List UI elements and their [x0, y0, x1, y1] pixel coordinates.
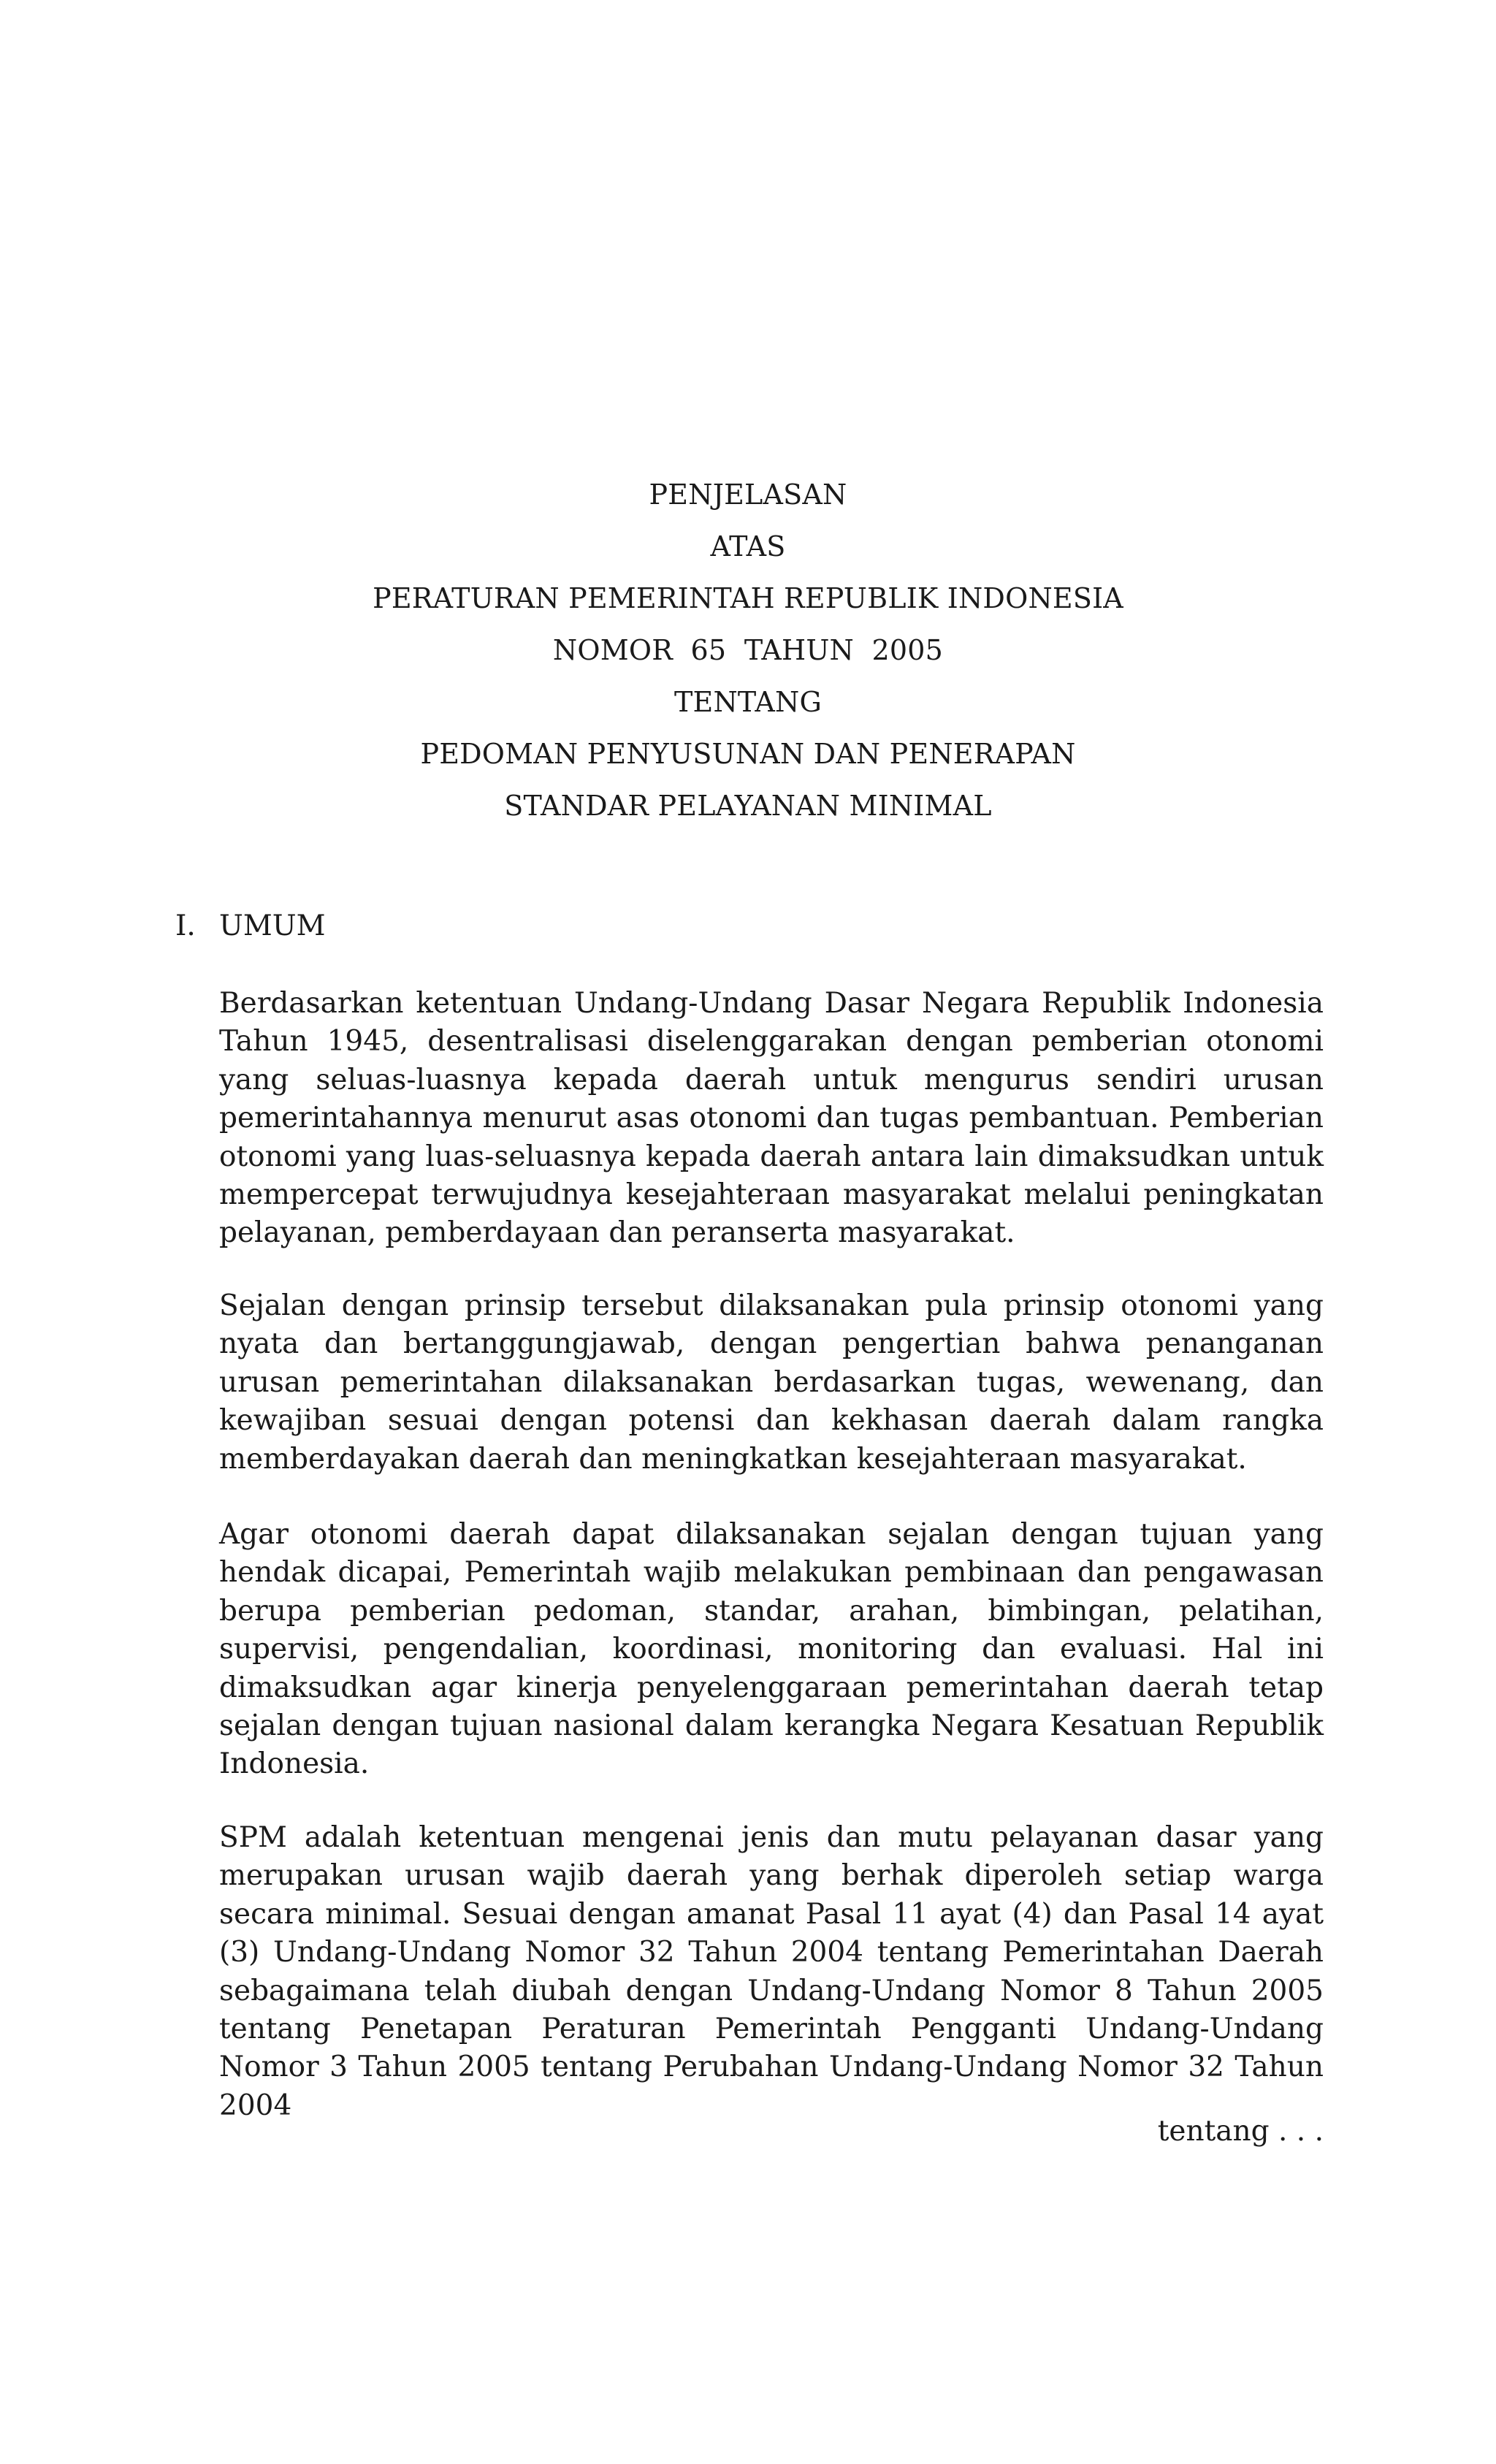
- title-line: PERATURAN PEMERINTAH REPUBLIK INDONESIA: [373, 582, 1123, 614]
- section-heading: [175, 908, 326, 945]
- title-line: STANDAR PELAYANAN MINIMAL: [504, 790, 992, 822]
- title-line: PEDOMAN PENYUSUNAN DAN PENERAPAN: [420, 738, 1076, 770]
- paragraph: Sejalan dengan prinsip tersebut dilaksanakan pula prinsip otonomi yang nyata dan bertanggungjawab, dengan pengertian bahwa penanganan urusan pemerintahan dilaksanakan berdasarkan tugas, wewenang, dan kewajiban sesuai dengan potensi dan kekhasan daerah dalam rangka memberdayakan daerah dan meningkatkan kesejahteraan masyarakat.: [219, 1289, 1324, 1476]
- paragraph: SPM adalah ketentuan mengenai jenis dan mutu pelayanan dasar yang merupakan urusan wajib daerah yang berhak diperoleh setiap warga secara minimal. Sesuai dengan amanat Pasal 11 ayat (4) dan Pasal 14 ayat (3) Undang-Undang Nomor 32 Tahun 2004 tentang Pemerintahan Daerah sebagaimana telah diubah dengan Undang-Undang Nomor 8 Tahun 2005 tentang Penetapan Peraturan Pemerintah Pengganti Undang-Undang Nomor 3 Tahun 2005 tentang Perubahan Undang-Undang Nomor 32 Tahun 2004: [219, 1821, 1324, 2122]
- title-line: PENJELASAN: [649, 478, 847, 511]
- document-title: [0, 469, 1496, 832]
- title-line: NOMOR 65 TAHUN 2005: [552, 634, 944, 666]
- paragraph: Agar otonomi daerah dapat dilaksanakan sejalan dengan tujuan yang hendak dicapai, Pemerintah wajib melakukan pembinaan dan pengawasan berupa pemberian pedoman, standar, arahan, bimbingan, pelatihan, supervisi, pengendalian, koordinasi, monitoring dan evaluasi. Hal ini dimaksudkan agar kinerja penyelenggaraan pemerintahan daerah tetap sejalan dengan tujuan nasional dalam kerangka Negara Kesatuan Republik Indonesia.: [219, 1518, 1324, 1781]
- paragraph: Berdasarkan ketentuan Undang-Undang Dasar Negara Republik Indonesia Tahun 1945, desentralisasi diselenggarakan dengan pemberian otonomi yang seluas-luasnya kepada daerah untuk mengurus sendiri urusan pemerintahannya menurut asas otonomi dan tugas pembantuan. Pemberian otonomi yang luas-seluasnya kepada daerah antara lain dimaksudkan untuk mempercepat terwujudnya kesejahteraan masyarakat melalui peningkatan pelayanan, pemberdayaan dan peranserta masyarakat.: [219, 987, 1324, 1250]
- title-line: TENTANG: [673, 686, 823, 718]
- title-line: ATAS: [710, 530, 786, 562]
- section-title: UMUM: [219, 909, 326, 942]
- section-number: I.: [175, 909, 196, 942]
- page-continuation: tentang . . .: [1157, 2115, 1324, 2148]
